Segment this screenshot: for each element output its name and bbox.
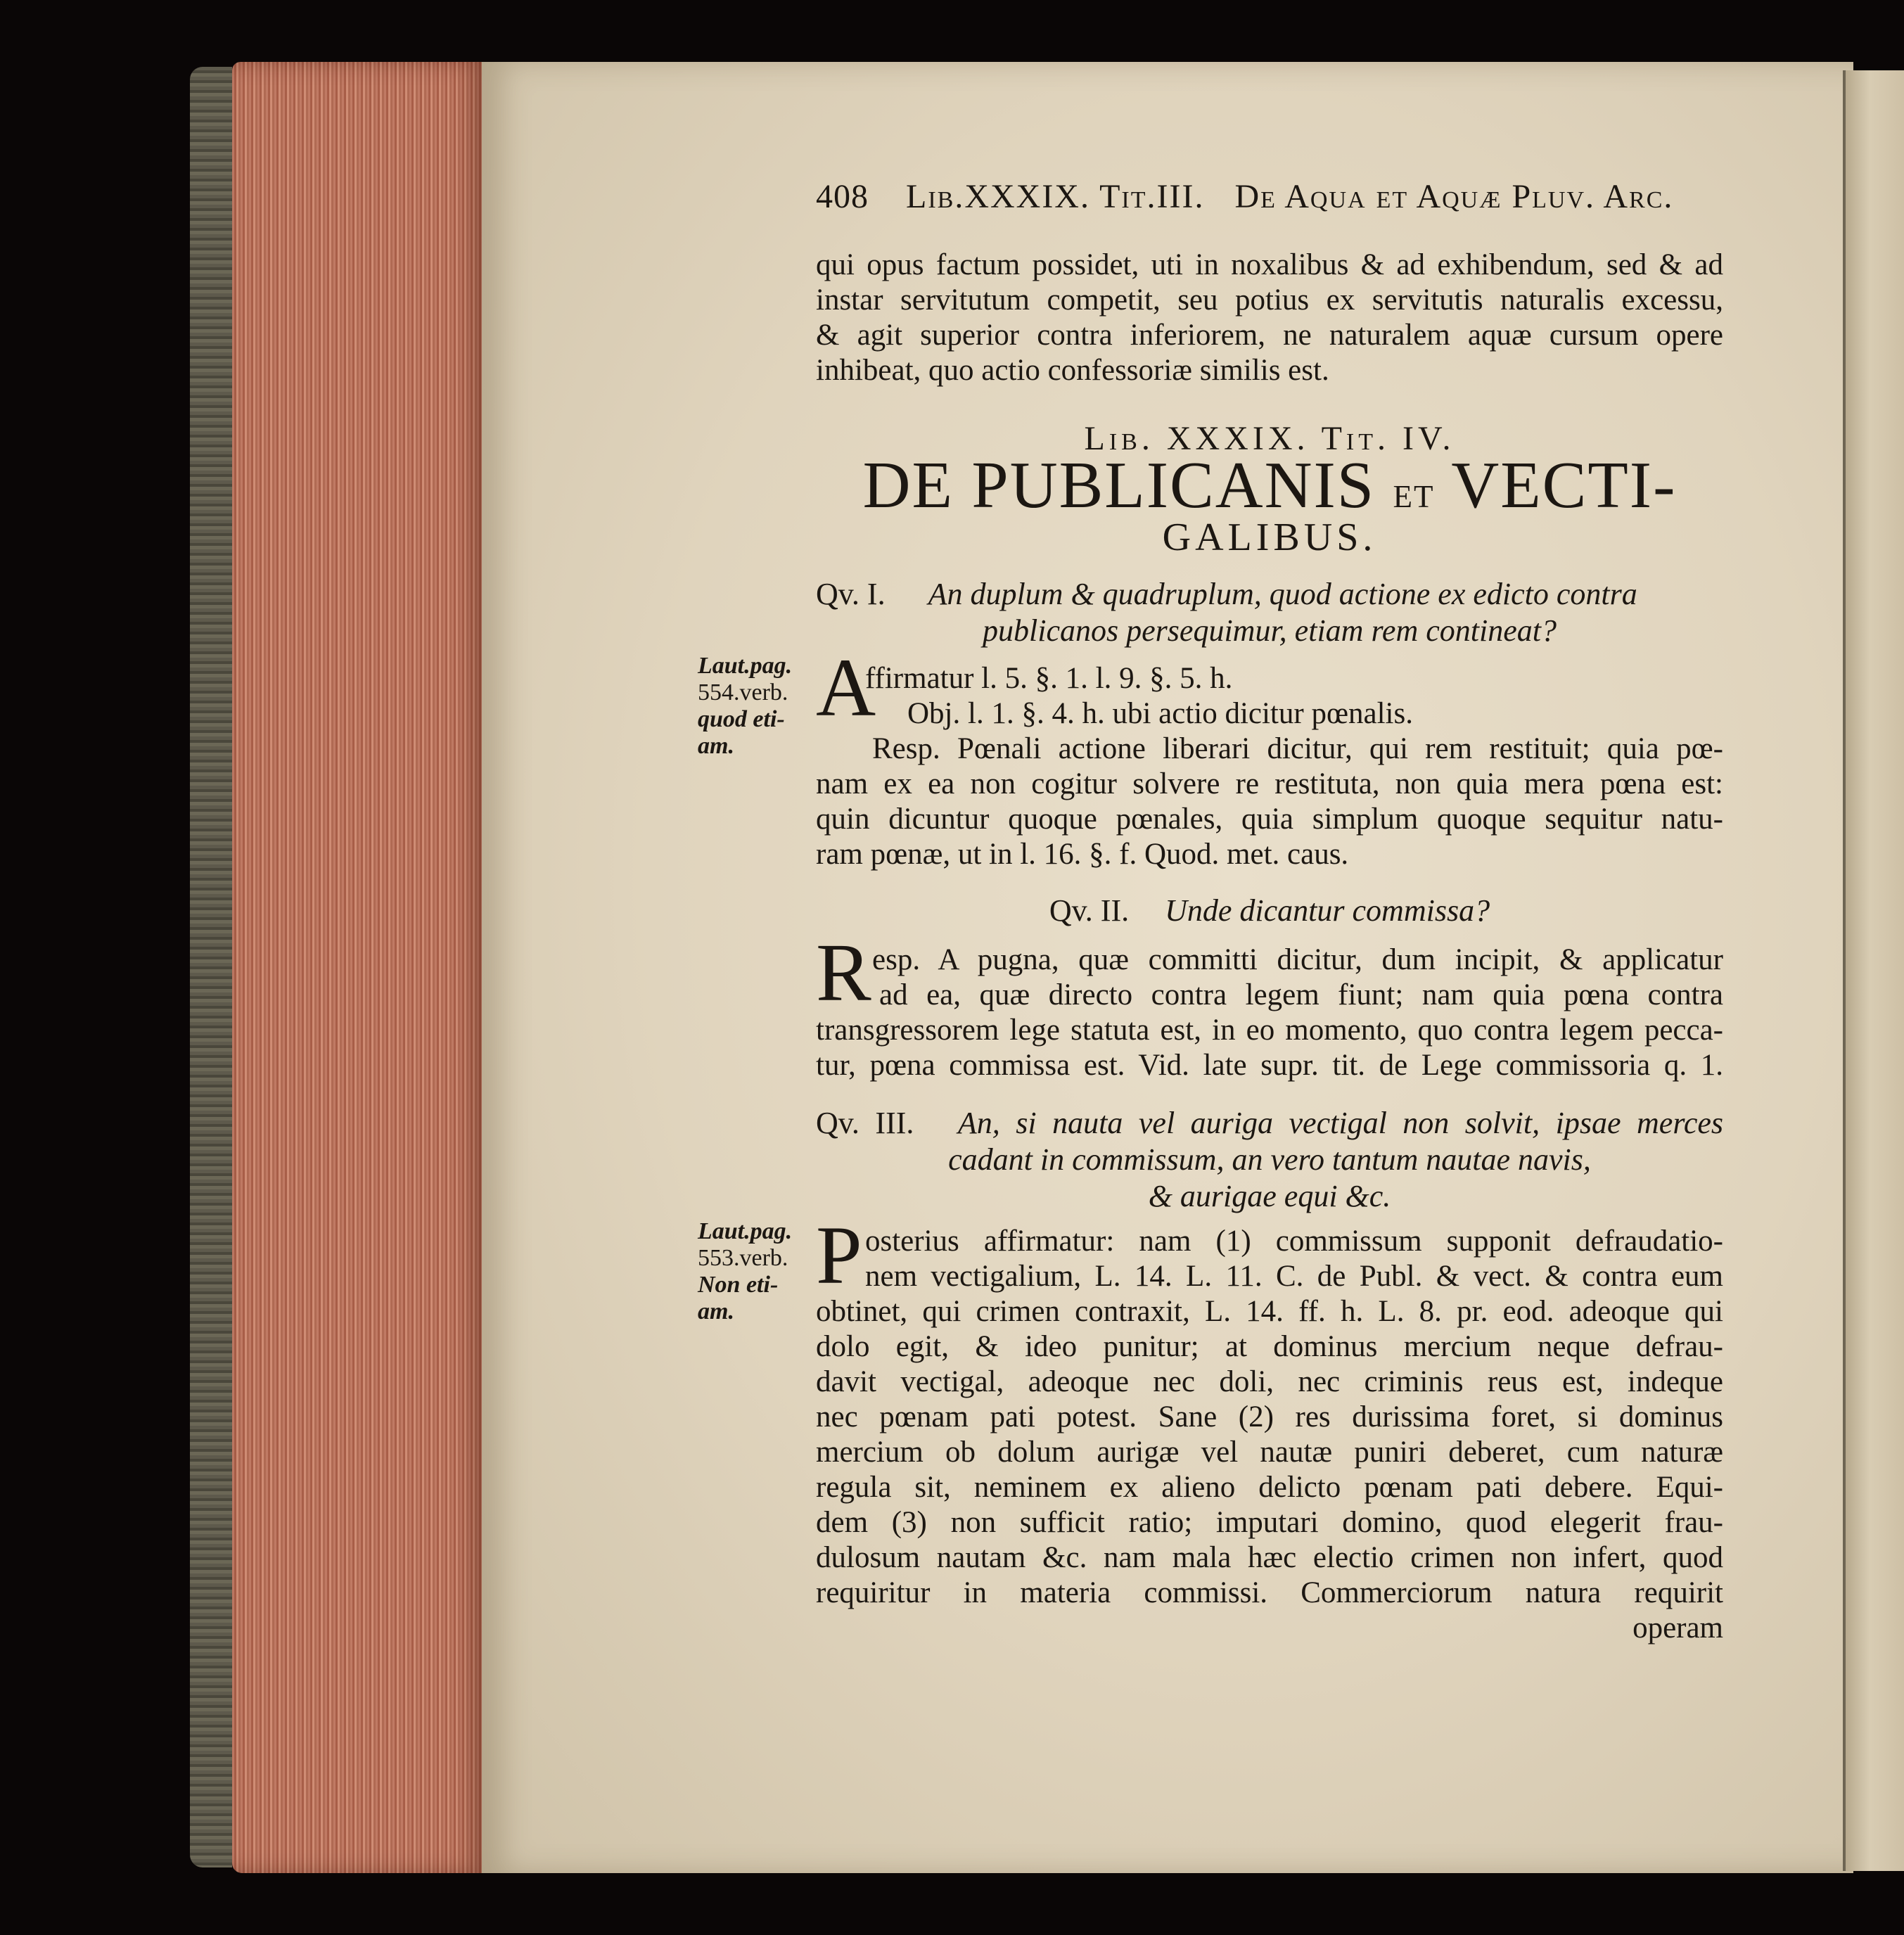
text-line: requiritur in materia commissi. Commerciorum natura requirit bbox=[816, 1576, 1723, 1609]
question-1-line-2: publicanos persequimur, etiam rem contineat? bbox=[983, 613, 1557, 648]
question-3-label: Qv. III. bbox=[816, 1106, 914, 1140]
text-line: obtinet, qui crimen contraxit, L. 14. ff. h. L. 8. pr. eod. adeoque qui bbox=[816, 1295, 1723, 1328]
text-line: inhibeat, quo actio confessoriæ similis est. bbox=[816, 354, 1329, 387]
dropcap-a: A bbox=[816, 641, 876, 734]
margin-line: am. bbox=[698, 1298, 734, 1324]
text-line: Resp. Pœnali actione liberari dicitur, qui rem restituit; quia pœ- bbox=[872, 732, 1723, 765]
section-title-part-2: VECTI- bbox=[1451, 449, 1677, 522]
text-line: tur, pœna commissa est. Vid. late supr. tit. de Lege commissoria q. 1. bbox=[816, 1049, 1723, 1082]
text-line: & agit superior contra inferiorem, ne naturalem aquæ cursum opere bbox=[816, 319, 1723, 352]
text-line: nec pœnam pati potest. Sane (2) res durissima foret, si dominus bbox=[816, 1400, 1723, 1433]
text-line: instar servitutum competit, seu potius ex servitutis naturalis excessu, bbox=[816, 283, 1723, 317]
margin-note-q1 bbox=[698, 653, 817, 760]
margin-note-q3 bbox=[698, 1218, 817, 1325]
page-fore-edge bbox=[232, 62, 485, 1873]
text-line: osterius affirmatur: nam (1) commissum supponit defraudatio- bbox=[865, 1225, 1723, 1258]
text-line: esp. A pugna, quæ committi dicitur, dum incipit, & applicatur bbox=[872, 943, 1723, 976]
text-line: dulosum nautam &c. nam mala hæc electio crimen non infert, quod bbox=[816, 1541, 1723, 1574]
margin-line: 554.verb. bbox=[698, 679, 788, 705]
section-title-part-1: DE PUBLICANIS bbox=[862, 449, 1376, 522]
catchword: operam bbox=[1633, 1611, 1723, 1645]
question-3-line-2: cadant in commissum, an vero tantum nautae navis, bbox=[948, 1142, 1591, 1177]
text-line: quin dicuntur quoque pœnales, quia simplum quoque sequitur natu- bbox=[816, 803, 1723, 836]
text-line: Obj. l. 1. §. 4. h. ubi actio dicitur pœnalis. bbox=[907, 697, 1413, 730]
text-line: nam ex ea non cogitur solvere re restituta, non quia mera pœna est: bbox=[816, 767, 1723, 800]
running-head-topic: De Aqua et Aquæ Pluv. Arc. bbox=[1234, 178, 1674, 215]
dropcap-r: R bbox=[816, 926, 871, 1018]
running-head-lib-tit: Lib.XXXIX. Tit.III. bbox=[906, 178, 1205, 215]
question-2-label: Qv. II. bbox=[1049, 893, 1130, 928]
page-number: 408 bbox=[816, 178, 869, 215]
book-spine-cover bbox=[190, 67, 232, 1867]
text-line: davit vectigal, adeoque nec doli, nec criminis reus est, indeque bbox=[816, 1365, 1723, 1398]
text-line: qui opus factum possidet, uti in noxalibus & ad exhibendum, sed & ad bbox=[816, 248, 1723, 281]
text-line: dolo egit, & ideo punitur; at dominus mercium neque defrau- bbox=[816, 1330, 1723, 1363]
margin-line: quod eti- bbox=[698, 706, 785, 732]
question-1-label: Qv. I. bbox=[816, 577, 886, 611]
question-1-text: An duplum & quadruplum, quod actione ex edicto contra bbox=[928, 577, 1637, 611]
question-3-line-3: & aurigae equi &c. bbox=[1148, 1179, 1391, 1213]
section-lib-tit: Lib. XXXIX. Tit. IV. bbox=[1084, 420, 1455, 457]
question-3-text: An, si nauta vel auriga vectigal non solvit, ipsae merces bbox=[957, 1106, 1724, 1140]
margin-line: 553.verb. bbox=[698, 1245, 788, 1271]
text-line: nem vectigalium, L. 14. L. 11. C. de Publ. & vect. & contra eum bbox=[865, 1260, 1723, 1293]
running-head bbox=[816, 177, 1723, 217]
text-line: ram pœnæ, ut in l. 16. §. f. Quod. met. caus. bbox=[816, 838, 1349, 871]
margin-line: Laut.pag. bbox=[698, 1218, 793, 1244]
question-2-line bbox=[816, 893, 1723, 928]
question-2-text: Unde dicantur commissa? bbox=[1165, 893, 1490, 928]
section-title-et: et bbox=[1393, 467, 1435, 517]
question-1-line-1 bbox=[816, 577, 1723, 612]
section-title-continuation: GALIBUS. bbox=[1162, 516, 1377, 559]
text-line: ad ea, quæ directo contra legem fiunt; nam quia pœna contra bbox=[879, 978, 1723, 1011]
text-line: mercium ob dolum aurigæ vel nautæ puniri deberet, cum naturæ bbox=[816, 1436, 1723, 1469]
question-3-line-1 bbox=[816, 1106, 1723, 1141]
dropcap-p: P bbox=[816, 1209, 862, 1301]
margin-line: Laut.pag. bbox=[698, 653, 793, 679]
text-line: ffirmatur l. 5. §. 1. l. 9. §. 5. h. bbox=[865, 662, 1233, 695]
text-line: regula sit, neminem ex alieno delicto pœnam pati debere. Equi- bbox=[816, 1471, 1723, 1504]
margin-line: am. bbox=[698, 733, 734, 759]
text-line: dem (3) non sufficit ratio; imputari domino, quod elegerit frau- bbox=[816, 1506, 1723, 1539]
margin-line: Non eti- bbox=[698, 1272, 779, 1298]
facing-page-edge bbox=[1843, 70, 1904, 1871]
text-line: transgressorem lege statuta est, in eo momento, quo contra legem pecca- bbox=[816, 1014, 1723, 1047]
